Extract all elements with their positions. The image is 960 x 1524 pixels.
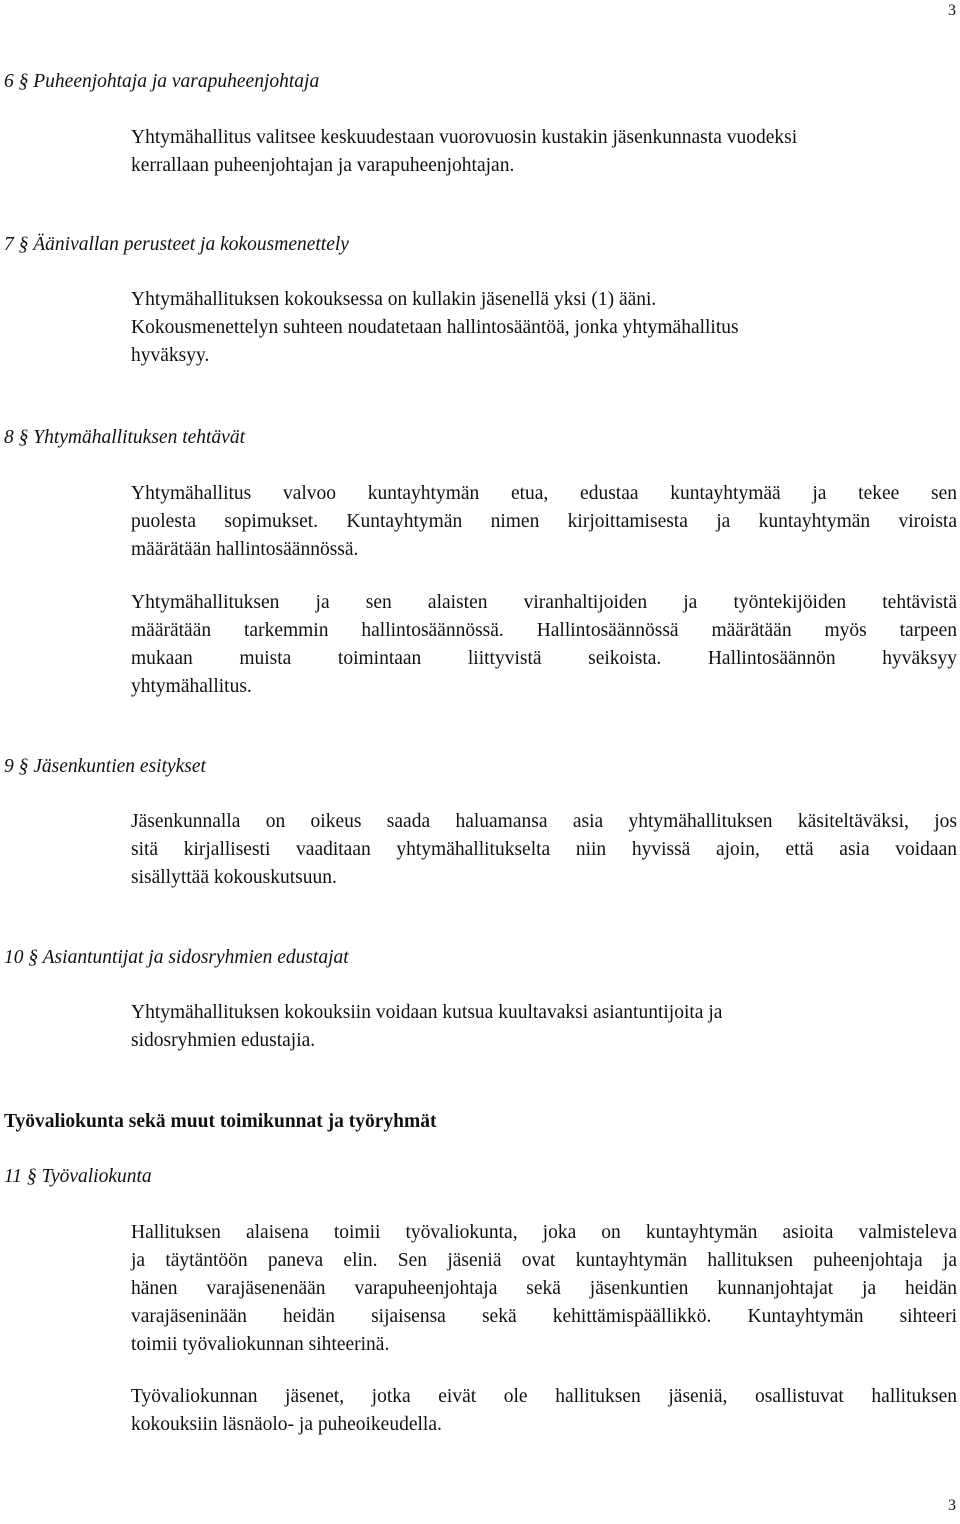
text-line: puolesta sopimukset. Kuntayhtymän nimen kirjoittamisesta ja kuntayhtymän viroista (131, 511, 957, 532)
paragraph-8-2 (131, 589, 957, 701)
paragraph-8-1 (131, 480, 957, 564)
text-line: yhtymähallitus. (131, 676, 252, 697)
text-line: Hallituksen alaisena toimii työvaliokunta, joka on kuntayhtymän asioita valmisteleva (131, 1222, 957, 1243)
paragraph-10-1 (131, 999, 957, 1055)
text-line: Yhtymähallituksen kokouksessa on kullakin jäsenellä yksi (1) ääni. (131, 289, 657, 310)
text-line: määrätään hallintosäännössä. (131, 539, 359, 560)
text-line: kokouksiin läsnäolo- ja puheoikeudella. (131, 1414, 442, 1435)
text-line: Kokousmenettelyn suhteen noudatetaan hallintosääntöä, jonka yhtymähallitus (131, 317, 739, 338)
text-line: Yhtymähallitus valitsee keskuudestaan vuorovuosin kustakin jäsenkunnasta vuodeksi (131, 127, 798, 148)
text-line: ja täytäntöön paneva elin. Sen jäseniä ovat kuntayhtymän hallituksen puheenjohtaja ja (131, 1250, 957, 1271)
text-line: sitä kirjallisesti vaaditaan yhtymähallitukselta niin hyvissä ajoin, että asia voidaan (131, 839, 957, 860)
paragraph-6-1 (131, 124, 957, 180)
text-line: kerrallaan puheenjohtajan ja varapuheenjohtajan. (131, 155, 515, 176)
section-heading-6: 6 § Puheenjohtaja ja varapuheenjohtaja (4, 71, 320, 92)
page-number-top: 3 (948, 2, 956, 19)
text-line: varajäseninään heidän sijaisensa sekä kehittämispäällikkö. Kuntayhtymän sihteeri (131, 1306, 957, 1327)
text-line: hänen varajäsenenään varapuheenjohtaja sekä jäsenkuntien kunnanjohtajat ja heidän (131, 1278, 957, 1299)
text-line: Työvaliokunnan jäsenet, jotka eivät ole hallituksen jäseniä, osallistuvat hallituksen (131, 1386, 957, 1407)
page-number-bottom: 3 (948, 1497, 956, 1514)
section-heading-9: 9 § Jäsenkuntien esitykset (4, 756, 206, 777)
text-line: Yhtymähallituksen ja sen alaisten viranhaltijoiden ja työntekijöiden tehtävistä (131, 592, 957, 613)
chapter-title: Työvaliokunta sekä muut toimikunnat ja työryhmät (4, 1111, 437, 1132)
paragraph-11-1 (131, 1219, 957, 1359)
text-line: hyväksyy. (131, 345, 210, 366)
text-line: Jäsenkunnalla on oikeus saada haluamansa asia yhtymähallituksen käsiteltäväksi, jos (131, 811, 957, 832)
section-heading-11: 11 § Työvaliokunta (4, 1166, 152, 1187)
paragraph-9-1 (131, 808, 957, 892)
paragraph-7-1 (131, 286, 957, 370)
text-line: määrätään tarkemmin hallintosäännössä. Hallintosäännössä määrätään myös tarpeen (131, 620, 957, 641)
section-heading-8: 8 § Yhtymähallituksen tehtävät (4, 427, 246, 448)
text-line: toimii työvaliokunnan sihteerinä. (131, 1334, 390, 1355)
paragraph-11-2 (131, 1383, 957, 1439)
section-heading-7: 7 § Äänivallan perusteet ja kokousmenettely (4, 234, 349, 255)
section-heading-10: 10 § Asiantuntijat ja sidosryhmien edustajat (4, 947, 349, 968)
text-line: sisällyttää kokouskutsuun. (131, 867, 337, 888)
text-line: Yhtymähallitus valvoo kuntayhtymän etua, edustaa kuntayhtymää ja tekee sen (131, 483, 957, 504)
text-line: Yhtymähallituksen kokouksiin voidaan kutsua kuultavaksi asiantuntijoita ja (131, 1002, 723, 1023)
text-line: mukaan muista toimintaan liittyvistä seikoista. Hallintosäännön hyväksyy (131, 648, 957, 669)
text-line: sidosryhmien edustajia. (131, 1030, 316, 1051)
